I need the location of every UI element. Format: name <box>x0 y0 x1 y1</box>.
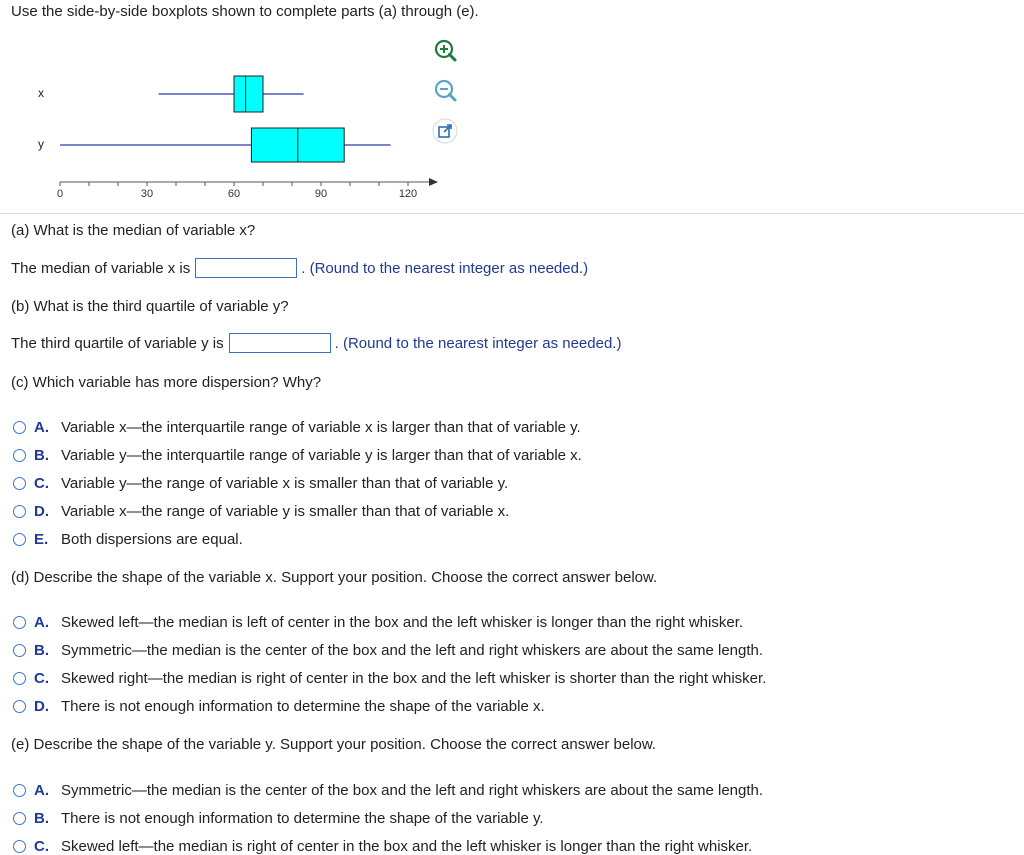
part-b-prompt: The third quartile of variable y is <box>11 334 224 352</box>
popout-icon[interactable] <box>432 118 458 144</box>
tick-label: 60 <box>227 188 241 200</box>
radio-button[interactable] <box>13 700 26 713</box>
box-x <box>234 76 263 112</box>
option-text: Variable x—the range of variable y is smaller than that of variable x. <box>61 503 510 520</box>
part-a-question: (a) What is the median of variable x? <box>11 222 256 239</box>
option-letter: C. <box>34 670 49 687</box>
radio-button[interactable] <box>13 672 26 685</box>
radio-button[interactable] <box>13 616 26 629</box>
third-quartile-y-input[interactable] <box>229 333 331 353</box>
radio-button[interactable] <box>13 449 26 462</box>
option-letter: A. <box>34 614 49 631</box>
zoom-in-icon[interactable] <box>432 38 458 64</box>
radio-button[interactable] <box>13 812 26 825</box>
option-text: Symmetric—the median is the center of the box and the left and right whiskers are about the same length. <box>61 642 764 659</box>
option-text: There is not enough information to determine the shape of the variable y. <box>61 810 544 827</box>
dispersion-option-a[interactable] <box>13 419 581 436</box>
part-b-question: (b) What is the third quartile of variable y? <box>11 298 289 315</box>
option-letter: C. <box>34 475 49 492</box>
shape-x-option-a[interactable] <box>13 614 743 631</box>
part-a-line <box>11 258 588 278</box>
part-c-question: (c) Which variable has more dispersion? Why? <box>11 374 322 391</box>
option-letter: D. <box>34 503 49 520</box>
option-text: There is not enough information to determine the shape of the variable x. <box>61 698 545 715</box>
zoom-out-icon[interactable] <box>432 78 458 104</box>
part-e-question: (e) Describe the shape of the variable y. Support your position. Choose the correct answer below. <box>11 736 657 753</box>
shape-y-option-c[interactable] <box>13 838 752 855</box>
option-letter: A. <box>34 419 49 436</box>
tick-label: 0 <box>56 188 64 200</box>
shape-x-option-b[interactable] <box>13 642 763 659</box>
part-a-prompt: The median of variable x is <box>11 259 191 277</box>
option-text: Variable y—the range of variable x is smaller than that of variable y. <box>61 475 509 492</box>
boxplot-chart <box>0 60 450 210</box>
divider <box>0 213 1024 214</box>
radio-button[interactable] <box>13 644 26 657</box>
dispersion-option-e[interactable] <box>13 531 243 548</box>
tick-label: 90 <box>314 188 328 200</box>
radio-button[interactable] <box>13 505 26 518</box>
option-text: Skewed left—the median is right of center in the box and the left whisker is longer than the right whisker. <box>61 838 753 855</box>
shape-x-option-c[interactable] <box>13 670 766 687</box>
option-text: Symmetric—the median is the center of the box and the left and right whiskers are about the same length. <box>61 782 764 799</box>
part-d-question: (d) Describe the shape of the variable x. Support your position. Choose the correct answer below. <box>11 569 658 586</box>
radio-button[interactable] <box>13 840 26 853</box>
option-text: Skewed right—the median is right of center in the box and the left whisker is shorter than the right whisker. <box>61 670 767 687</box>
label-y: y <box>38 137 44 151</box>
median-x-input[interactable] <box>195 258 297 278</box>
option-letter: B. <box>34 447 49 464</box>
radio-button[interactable] <box>13 477 26 490</box>
option-text: Variable y—the interquartile range of variable y is larger than that of variable x. <box>61 447 582 464</box>
part-a-hint: . (Round to the nearest integer as needed.) <box>301 259 589 277</box>
label-x: x <box>38 86 44 100</box>
option-letter: B. <box>34 810 49 827</box>
shape-y-option-b[interactable] <box>13 810 544 827</box>
part-b-line <box>11 333 621 353</box>
option-letter: A. <box>34 782 49 799</box>
option-text: Skewed left—the median is left of center in the box and the left whisker is longer than the right whisker. <box>61 614 744 631</box>
option-letter: D. <box>34 698 49 715</box>
option-text: Variable x—the interquartile range of variable x is larger than that of variable y. <box>61 419 581 436</box>
axis-arrow <box>429 178 438 186</box>
option-text: Both dispersions are equal. <box>61 531 243 548</box>
part-b-hint: . (Round to the nearest integer as needed.) <box>334 334 622 352</box>
option-letter: C. <box>34 838 49 855</box>
dispersion-option-d[interactable] <box>13 503 509 520</box>
instructions: Use the side-by-side boxplots shown to complete parts (a) through (e). <box>11 3 479 20</box>
tick-label: 120 <box>398 188 418 200</box>
dispersion-option-c[interactable] <box>13 475 508 492</box>
radio-button[interactable] <box>13 421 26 434</box>
shape-x-option-d[interactable] <box>13 698 545 715</box>
dispersion-option-b[interactable] <box>13 447 582 464</box>
radio-button[interactable] <box>13 533 26 546</box>
shape-y-option-a[interactable] <box>13 782 763 799</box>
option-letter: E. <box>34 531 49 548</box>
option-letter: B. <box>34 642 49 659</box>
radio-button[interactable] <box>13 784 26 797</box>
tick-label: 30 <box>140 188 154 200</box>
